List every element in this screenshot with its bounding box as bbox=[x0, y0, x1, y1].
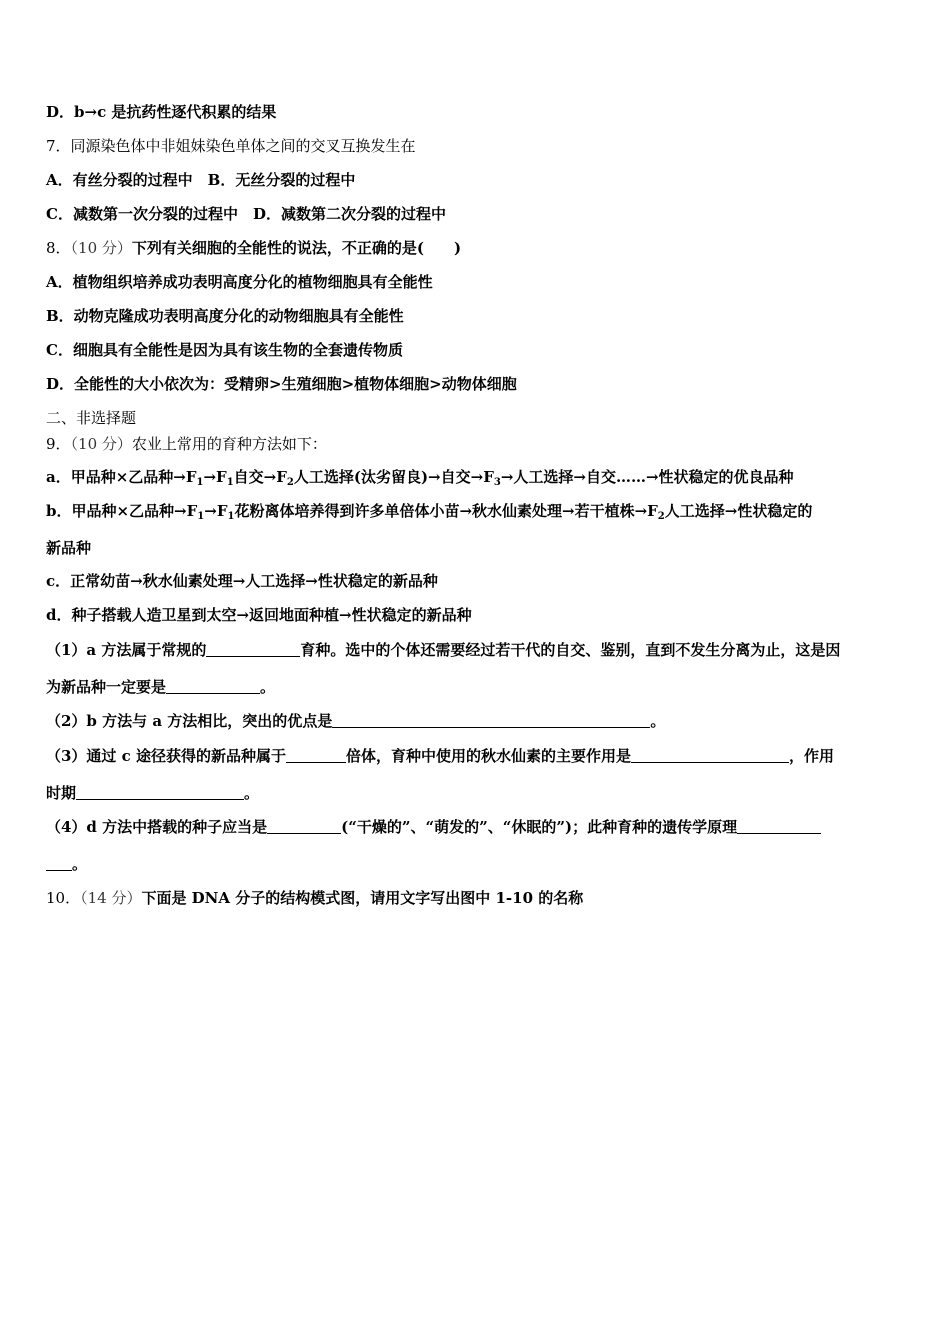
answer-blank[interactable] bbox=[631, 747, 789, 763]
q9-part-3: （3）通过 c 途径获得的新品种属于 倍体，育种中使用的秋水仙素的主要作用是 ，作用 bbox=[46, 747, 835, 765]
q9-part-3-cont: 时期 。 bbox=[46, 784, 260, 802]
q9-part-4: （4）d 方法中搭载的种子应当是 (“干燥的”、“萌发的”、“休眠的”)；此种育种的遗传学原理 bbox=[46, 817, 821, 837]
answer-blank[interactable] bbox=[206, 641, 300, 657]
q8-stem: 8．（10 分）下列有关细胞的全能性的说法，不正确的是( ) bbox=[46, 239, 462, 257]
q8-option-b: B．动物克隆成功表明高度分化的动物细胞具有全能性 bbox=[46, 307, 404, 325]
answer-blank[interactable] bbox=[286, 747, 346, 763]
q8-option-c: C．细胞具有全能性是因为具有该生物的全套遗传物质 bbox=[46, 341, 403, 359]
answer-blank[interactable] bbox=[46, 855, 72, 871]
q7-stem: 7．同源染色体中非姐妹染色单体之间的交叉互换发生在 bbox=[46, 137, 416, 155]
q9-part-1: （1）a 方法属于常规的 育种。选中的个体还需要经过若干代的自交、鉴别，直到不发生分离为止，这是因 bbox=[46, 641, 841, 659]
q9-part-1-cont: 为新品种一定要是 。 bbox=[46, 678, 276, 696]
answer-blank[interactable] bbox=[267, 818, 341, 834]
q9-part-2: （2）b 方法与 a 方法相比，突出的优点是 。 bbox=[46, 712, 666, 730]
q7-options-ab: A．有丝分裂的过程中 B．无丝分裂的过程中 bbox=[46, 171, 356, 189]
q6-option-d: D．b→c 是抗药性逐代积累的结果 bbox=[46, 103, 277, 121]
q8-option-a: A．植物组织培养成功表明高度分化的植物细胞具有全能性 bbox=[46, 273, 433, 291]
section-heading: 二、非选择题 bbox=[46, 409, 137, 427]
q9-method-b-cont: 新品种 bbox=[46, 539, 92, 557]
q8-option-d: D．全能性的大小依次为：受精卵>生殖细胞>植物体细胞>动物体细胞 bbox=[46, 375, 517, 393]
q9-method-a: a．甲品种×乙品种$\to F_1\to F_1$自交$\to F_2$人工选择(汰劣留良)→自交$\to F_3\to$人工选择→自交……→性状稳定的优良品种 bbox=[46, 468, 794, 488]
q9-method-b: b．甲品种×乙品种$\to F_1\to F_1$花粉离体培养得到许多单倍体小苗→秋水仙素处理→若干植株$\to F_2$人工选择→性状稳定的 bbox=[46, 502, 813, 522]
q9-method-d: d．种子搭载人造卫星到太空→返回地面种植→性状稳定的新品种 bbox=[46, 606, 472, 624]
q9-stem: 9．（10 分）农业上常用的育种方法如下： bbox=[46, 435, 327, 453]
answer-blank[interactable] bbox=[166, 678, 260, 694]
answer-blank[interactable] bbox=[737, 818, 821, 834]
answer-blank[interactable] bbox=[76, 784, 244, 800]
q10-stem: 10．（14 分）下面是 DNA 分子的结构模式图，请用文字写出图中 1-10 的名称 bbox=[46, 889, 584, 907]
q7-options-cd: C．减数第一次分裂的过程中 D．减数第二次分裂的过程中 bbox=[46, 205, 446, 223]
q9-method-c: c．正常幼苗→秋水仙素处理→人工选择→性状稳定的新品种 bbox=[46, 572, 438, 590]
answer-blank[interactable] bbox=[332, 712, 650, 728]
q9-part-4-cont: 。 bbox=[46, 854, 87, 874]
